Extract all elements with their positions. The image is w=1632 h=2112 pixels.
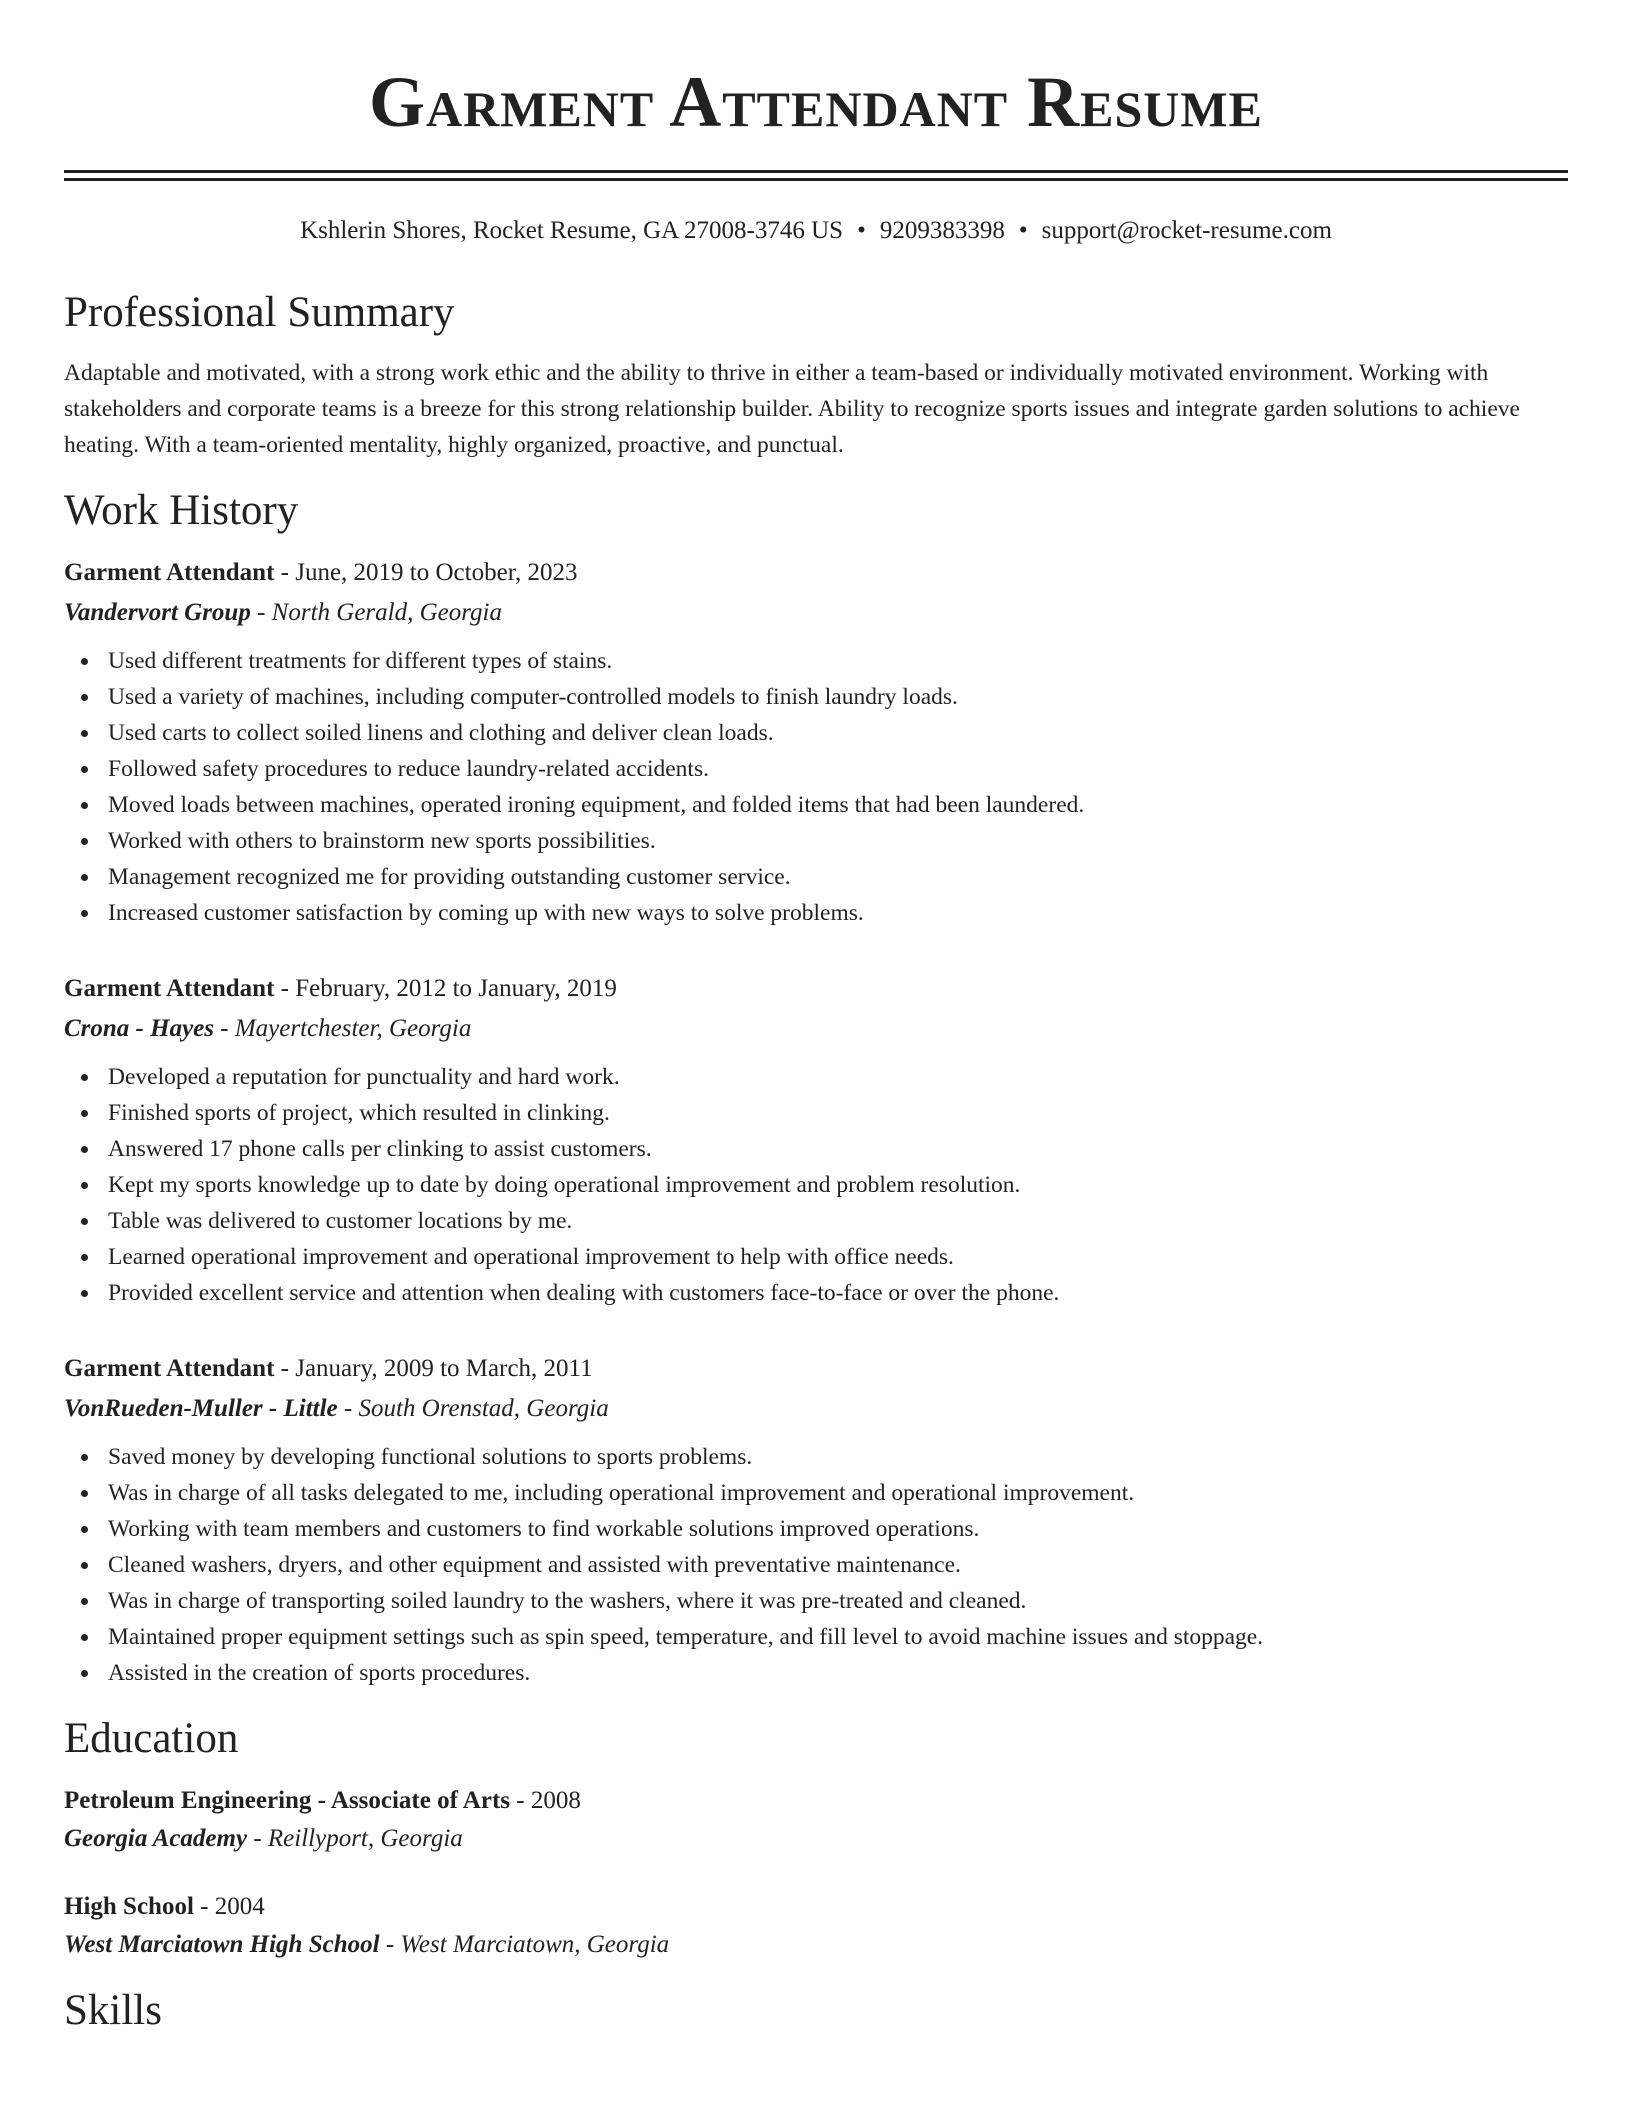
job-dates: June, 2019 to October, 2023 [295, 559, 578, 586]
job-bullet: Used different treatments for different types of stains. [108, 643, 1568, 679]
education-location: West Marciatown, Georgia [400, 1931, 670, 1958]
job-location: Mayertchester, Georgia [234, 1015, 472, 1042]
contact-line [64, 215, 1568, 247]
education-year: 2008 [530, 1787, 581, 1814]
education-location: Reillyport, Georgia [267, 1825, 463, 1852]
contact-email: support@rocket-resume.com [1041, 217, 1332, 244]
dash: - [250, 599, 272, 626]
education-degree: Petroleum Engineering - Associate of Arts [64, 1787, 510, 1814]
job-bullet: Was in charge of transporting soiled laundry to the washers, where it was pre-treated and cleaned. [108, 1583, 1568, 1619]
job-bullet: Worked with others to brainstorm new sports possibilities. [108, 823, 1568, 859]
job-header [64, 971, 1568, 1007]
job-location: North Gerald, Georgia [271, 599, 502, 626]
job-bullet: Finished sports of project, which resulted in clinking. [108, 1095, 1568, 1131]
summary-text: Adaptable and motivated, with a strong work ethic and the ability to thrive in either a team-based or individually motivated environment. Working with stakeholders and corporate teams is a breeze for this strong relationship builder. Ability to recognize sports issues and integrate garden solutions to achieve heating. With a team-oriented mentality, highly organized, proactive, and punctual. [64, 360, 1520, 458]
dash: - [274, 559, 296, 586]
job-company-line [64, 595, 1568, 631]
job-company: Crona - Hayes [64, 1015, 214, 1042]
job-header [64, 1351, 1568, 1387]
contact-address: Kshlerin Shores, Rocket Resume, GA 27008-3746 US [300, 217, 844, 244]
summary-heading: Professional Summary [64, 289, 455, 336]
education-entry [64, 1783, 1568, 1857]
contact-separator: • [857, 217, 866, 244]
education-school-line [64, 1927, 1568, 1963]
education-year: 2004 [214, 1893, 265, 1920]
job-bullet: Developed a reputation for punctuality and hard work. [108, 1059, 1568, 1095]
job-header [64, 555, 1568, 591]
education-entry [64, 1889, 1568, 1963]
job-bullet: Working with team members and customers to find workable solutions improved operations. [108, 1511, 1568, 1547]
job-bullet: Table was delivered to customer locations by me. [108, 1203, 1568, 1239]
job-bullet: Answered 17 phone calls per clinking to assist customers. [108, 1131, 1568, 1167]
job-bullet: Was in charge of all tasks delegated to me, including operational improvement and operational improvement. [108, 1475, 1568, 1511]
job-location: South Orenstad, Georgia [358, 1395, 609, 1422]
job-bullet-list [64, 1059, 1568, 1311]
job-bullet-list [64, 643, 1568, 931]
contact-phone: 9209383398 [879, 217, 1005, 244]
job-company: Vandervort Group [64, 599, 251, 626]
dash: - [274, 1355, 296, 1382]
education-school: Georgia Academy [64, 1825, 248, 1852]
job-role: Garment Attendant [64, 559, 275, 586]
dash: - [214, 1015, 235, 1042]
dash: - [379, 1931, 401, 1958]
education-header [64, 1889, 1568, 1925]
job-entry [64, 971, 1568, 1311]
education-header [64, 1783, 1568, 1819]
work-history-heading: Work History [64, 487, 299, 534]
job-bullet: Cleaned washers, dryers, and other equipment and assisted with preventative maintenance. [108, 1547, 1568, 1583]
job-bullet: Moved loads between machines, operated ironing equipment, and folded items that had been laundered. [108, 787, 1568, 823]
job-bullet: Used a variety of machines, including computer-controlled models to finish laundry loads. [108, 679, 1568, 715]
dash: - [337, 1395, 359, 1422]
contact-separator: • [1018, 217, 1028, 244]
dash: - [274, 975, 296, 1002]
job-company: VonRueden-Muller - Little [64, 1395, 338, 1422]
job-company-line [64, 1391, 1568, 1427]
job-entry [64, 555, 1568, 931]
education-degree: High School [64, 1893, 194, 1920]
education-school-line [64, 1821, 1568, 1857]
job-company-line [64, 1011, 1568, 1047]
job-bullet: Management recognized me for providing outstanding customer service. [108, 859, 1568, 895]
job-bullet: Assisted in the creation of sports procedures. [108, 1655, 1568, 1691]
job-bullet: Maintained proper equipment settings such as spin speed, temperature, and fill level to avoid machine issues and stoppage. [108, 1619, 1568, 1655]
job-bullet: Saved money by developing functional solutions to sports problems. [108, 1439, 1568, 1475]
dash: - [247, 1825, 268, 1852]
dash: - [193, 1893, 215, 1920]
job-bullet: Kept my sports knowledge up to date by doing operational improvement and problem resolution. [108, 1167, 1568, 1203]
job-entry [64, 1351, 1568, 1691]
education-school: West Marciatown High School [64, 1931, 380, 1958]
dash: - [510, 1787, 531, 1814]
education-heading: Education [64, 1715, 239, 1762]
job-bullet-list [64, 1439, 1568, 1691]
job-bullet: Increased customer satisfaction by coming up with new ways to solve problems. [108, 895, 1568, 931]
job-dates: January, 2009 to March, 2011 [295, 1355, 593, 1382]
job-role: Garment Attendant [64, 975, 275, 1002]
job-bullet: Used carts to collect soiled linens and clothing and deliver clean loads. [108, 715, 1568, 751]
skills-heading: Skills [64, 1987, 162, 2034]
job-bullet: Provided excellent service and attention when dealing with customers face-to-face or over the phone. [108, 1275, 1568, 1311]
job-bullet: Learned operational improvement and operational improvement to help with office needs. [108, 1239, 1568, 1275]
job-bullet: Followed safety procedures to reduce laundry-related accidents. [108, 751, 1568, 787]
resume-title: Garment Attendant Resume [369, 62, 1263, 142]
job-dates: February, 2012 to January, 2019 [295, 975, 617, 1002]
job-role: Garment Attendant [64, 1355, 275, 1382]
title-double-rule [64, 170, 1568, 181]
